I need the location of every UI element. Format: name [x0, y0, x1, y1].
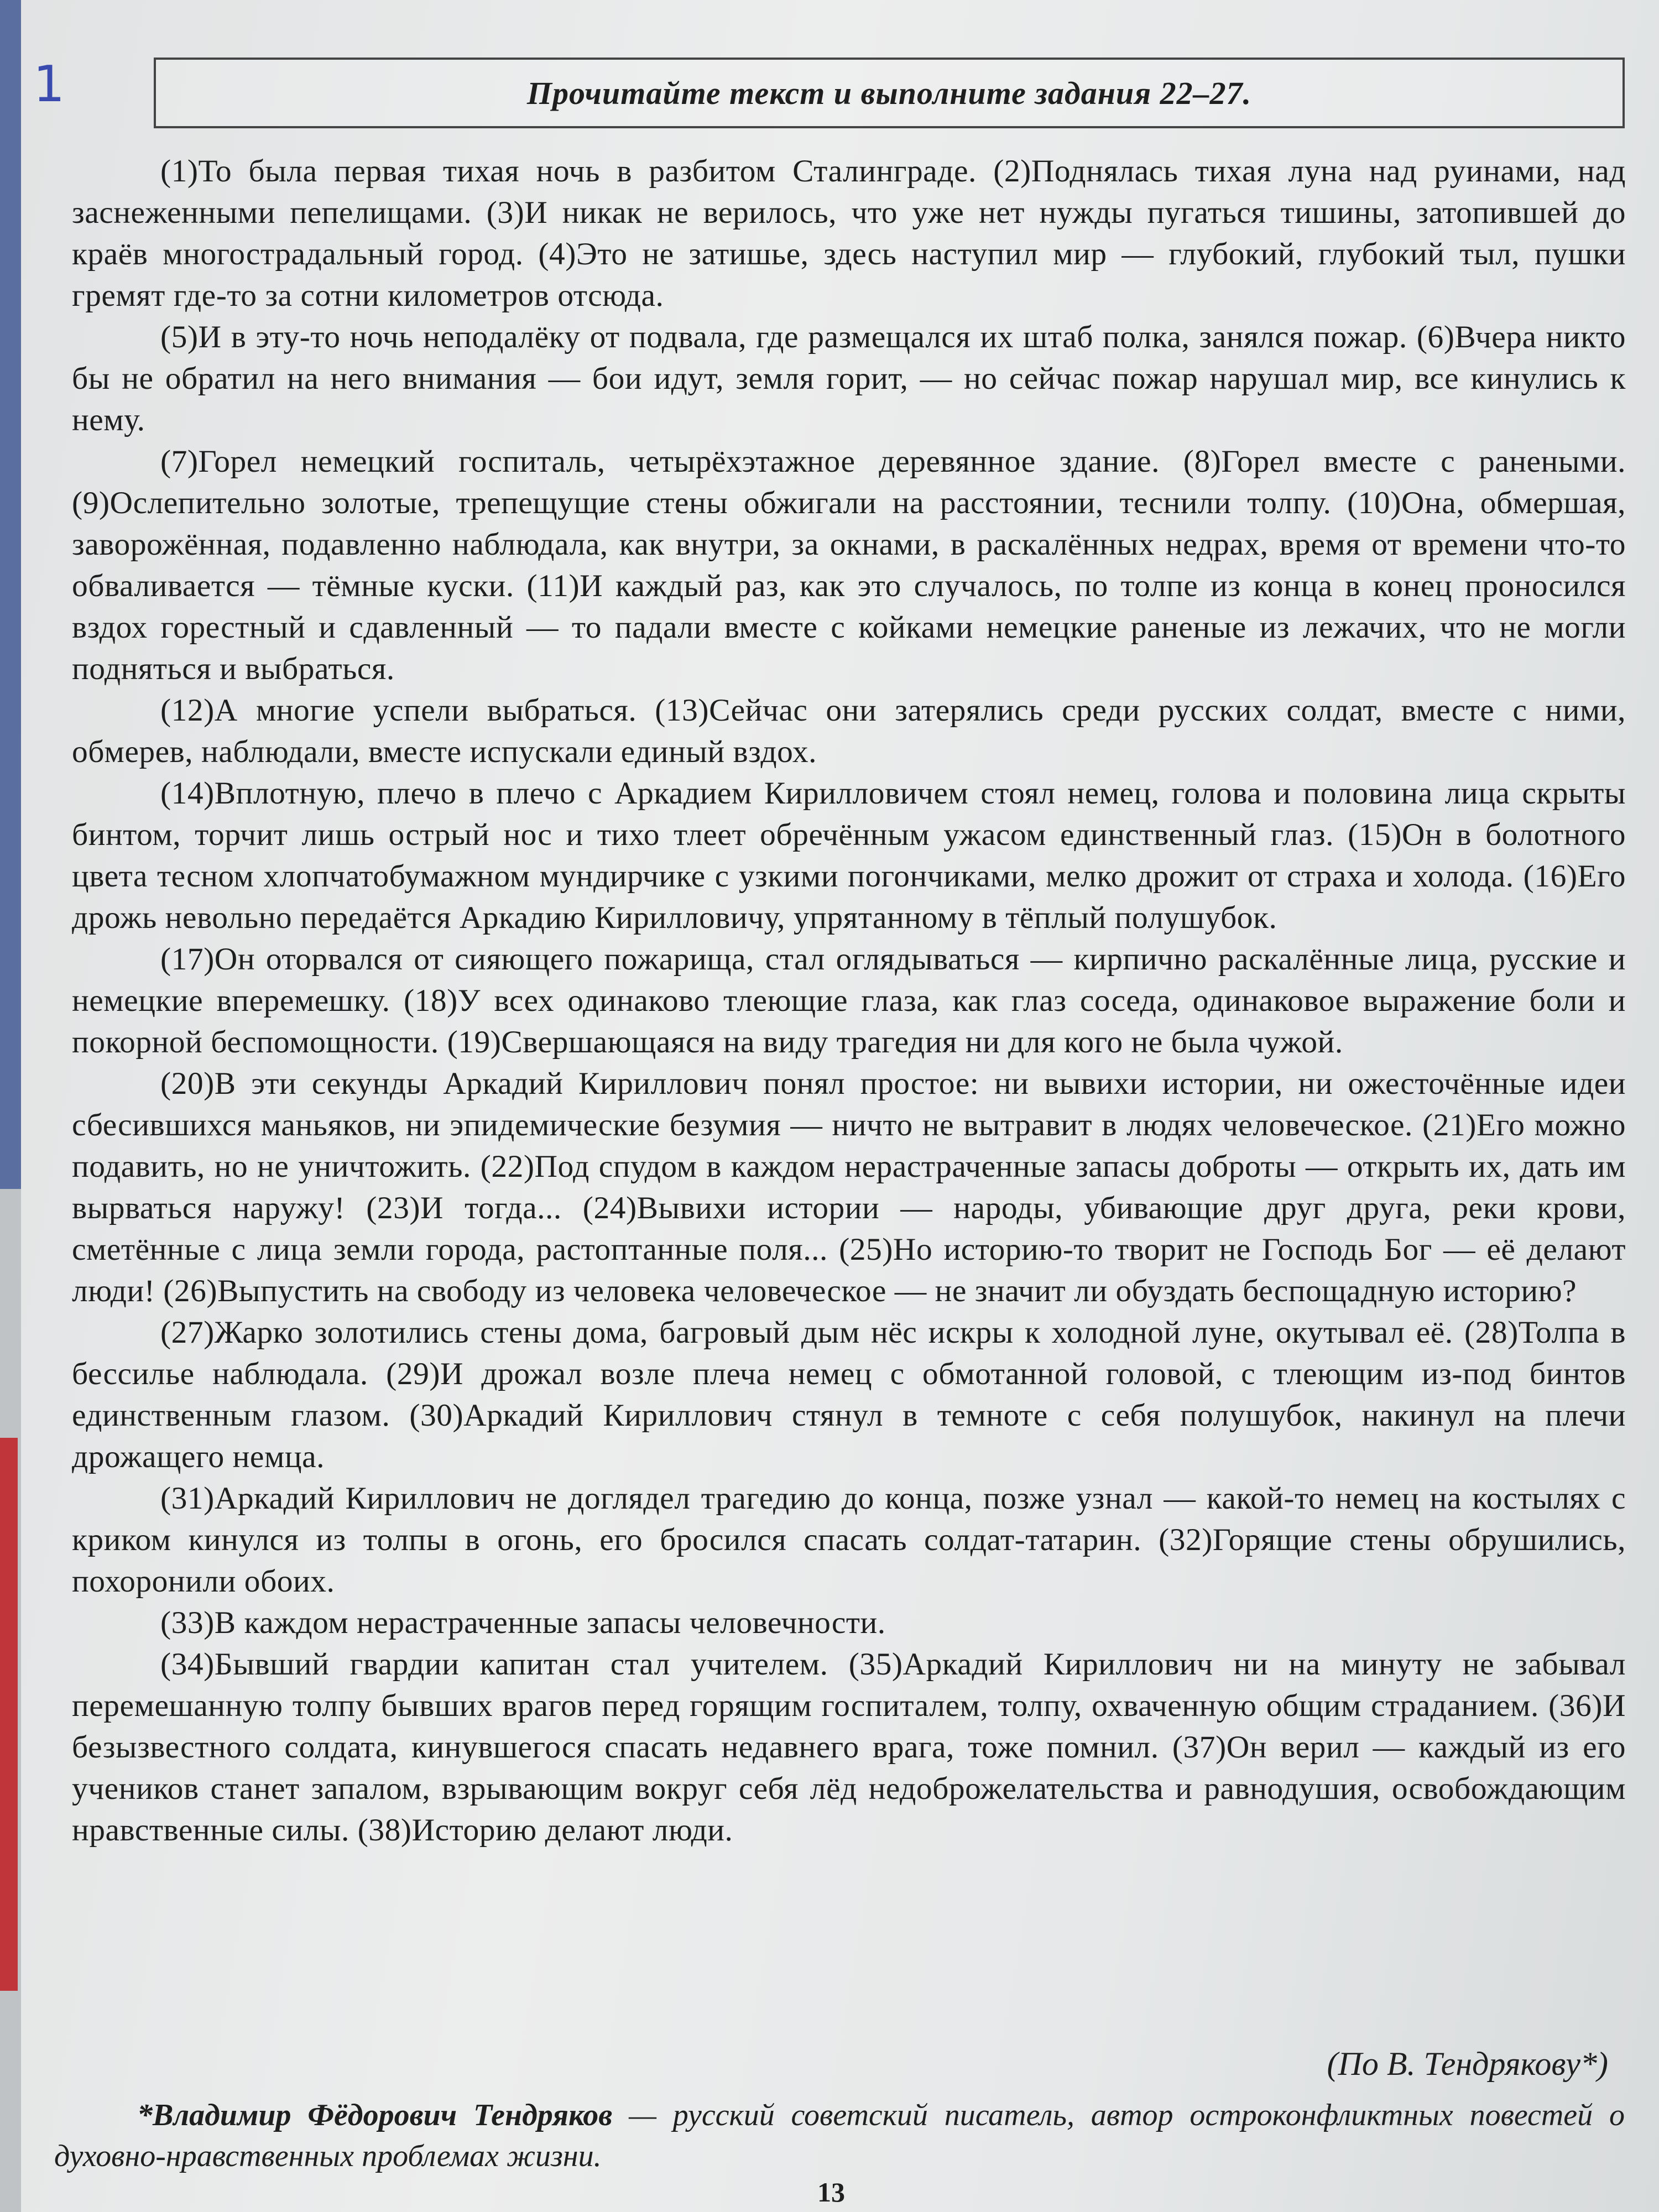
- paragraph: (1)То была первая тихая ночь в разбитом Сталинграде. (2)Поднялась тихая луна над руинами, над заснеженными пепелищами. (3)И никак не верилось, что уже нет нужды пугаться тишины, затопившей до краёв многострадальный город. (4)Это не затишье, здесь наступил мир — глубокий, глубокий тыл, пушки гремят где-то за сотни километров отсюда.: [72, 154, 1626, 313]
- instruction-box: [154, 58, 1625, 128]
- book-edge-blue: [0, 0, 21, 1189]
- page-number: 13: [817, 2177, 845, 2208]
- author-footnote: [54, 2095, 1625, 2177]
- instruction-title: Прочитайте текст и выполните задания 22–27.: [526, 75, 1252, 111]
- reading-text: [72, 150, 1626, 1851]
- paragraph: (14)Вплотную, плечо в плечо с Аркадием Кирилловичем стоял немец, голова и половина лица скрыты бинтом, торчит лишь острый нос и тихо тлеет обречённым ужасом единственный глаз. (15)Он в болотного цвета тесном хлопчатобумажном мундирчике с узкими погончиками, мелко дрожит от страха и холода. (16)Его дрожь невольно передаётся Аркадию Кирилловичу, упрятанному в тёплый полушубок.: [72, 776, 1626, 935]
- paragraph: (17)Он оторвался от сияющего пожарища, стал оглядываться — кирпично раскалённые лица, русские и немецкие вперемешку. (18)У всех одинаково тлеющие глаза, как глаз соседа, одинаковое выражение боли и покорной беспомощности. (19)Свершающаяся на виду трагедия ни для кого не была чужой.: [72, 942, 1626, 1060]
- footnote-author: *Владимир Фёдорович Тендряков: [137, 2098, 613, 2132]
- source-attribution: (По В. Тендрякову*): [1327, 2046, 1608, 2082]
- footnote-text: — русский советский писатель, автор остроконфликтных повестей о духовно-нравственных проблемах жизни.: [54, 2098, 1625, 2173]
- paragraph: (34)Бывший гвардии капитан стал учителем. (35)Аркадий Кириллович ни на минуту не забывал перемешанную толпу бывших врагов перед горящим госпиталем, толпу, охваченную общим страданием. (36)И безызвестного солдата, кинувшегося спасать недавнего врага, тоже помнил. (37)Он верил — каждый из его учеников станет запалом, взрывающим вокруг себя лёд недоброжелательства и равнодушия, освобождающим нравственные силы. (38)Историю делают люди.: [72, 1647, 1626, 1848]
- paragraph: (20)В эти секунды Аркадий Кириллович понял простое: ни вывихи истории, ни ожесточённые идеи сбесившихся маньяков, ни эпидемические безумия — ничто не вытравит в людях человеческое. (21)Его можно подавить, но не уничтожить. (22)Под спудом в каждом нерастраченные запасы доброты — открыть их, дать им вырваться наружу! (23)И тогда... (24)Вывихи истории — народы, убивающие друг друга, реки крови, сметённые с лица земли города, растоптанные поля... (25)Но историю-то творит не Господь Бог — её делают люди! (26)Выпустить на свободу из человека человеческое — не значит ли обуздать беспощадную историю?: [72, 1066, 1626, 1308]
- book-edge-red: [0, 1438, 18, 1991]
- paragraph: (33)В каждом нерастраченные запасы человечности.: [160, 1605, 886, 1640]
- paragraph: (7)Горел немецкий госпиталь, четырёхэтажное деревянное здание. (8)Горел вместе с ранеными. (9)Ослепительно золотые, трепещущие стены обжигали на расстоянии, теснили толпу. (10)Она, обмершая, заворожённая, подавленно наблюдала, как внутри, за окнами, в раскалённых недрах, время от времени что-то обваливается — тёмные куски. (11)И каждый раз, как это случалось, по толпе из конца в конец проносился вздох горестный и сдавленный — то падали вместе с койками немецкие раненые из лежачих, что не могли подняться и выбраться.: [72, 444, 1626, 686]
- paragraph: (27)Жарко золотились стены дома, багровый дым нёс искры к холодной луне, окутывал её. (28)Толпа в бессилье наблюдала. (29)И дрожал возле плеча немец с обмотанной головой, с тлеющим из-под бинтов единственным глазом. (30)Аркадий Кириллович стянул в темноте с себя полушубок, накинул на плечи дрожащего немца.: [72, 1315, 1626, 1474]
- handwritten-margin-mark: 1: [33, 55, 65, 113]
- book-page: [21, 0, 1659, 2212]
- paragraph: (12)А многие успели выбраться. (13)Сейчас они затерялись среди русских солдат, вместе с ними, обмерев, наблюдали, вместе испускали единый вздох.: [72, 693, 1626, 769]
- paragraph: (31)Аркадий Кириллович не доглядел трагедию до конца, позже узнал — какой-то немец на костылях с криком кинулся из толпы в огонь, его бросился спасать солдат-татарин. (32)Горящие стены обрушились, похоронили обоих.: [72, 1481, 1626, 1599]
- paragraph: (5)И в эту-то ночь неподалёку от подвала, где размещался их штаб полка, занялся пожар. (6)Вчера никто бы не обратил на него внимания — бои идут, земля горит, — но сейчас пожар нарушал мир, все кинулись к нему.: [72, 320, 1626, 437]
